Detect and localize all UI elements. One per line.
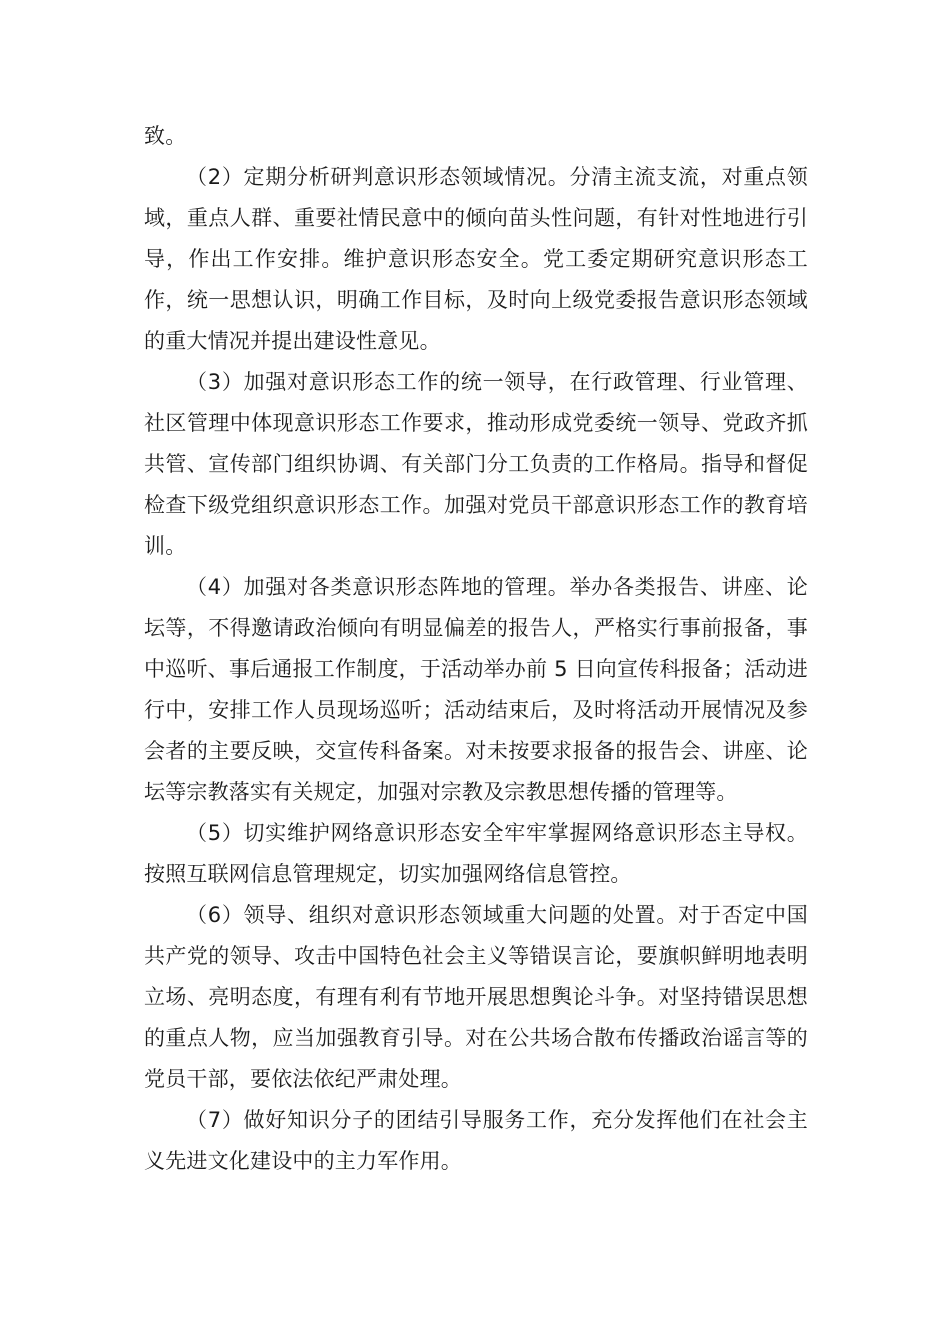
- paragraph-item-4: （4）加强对各类意识形态阵地的管理。举办各类报告、讲座、论坛等，不得邀请政治倾向有明显偏差的报告人，严格实行事前报备，事中巡听、事后通报工作制度，于活动举办前 5 日向宣传科报备；活动进行中，安排工作人员现场巡听；活动结束后，及时将活动开展情况及参会者的主要反映，交宣传科备案。对未按要求报备的报告会、讲座、论坛等宗教落实有关规定，加强对宗教及宗教思想传播的管理等。: [144, 575, 808, 804]
- document-body: [144, 116, 808, 1182]
- paragraph-item-5: （5）切实维护网络意识形态安全牢牢掌握网络意识形态主导权。按照互联网信息管理规定，切实加强网络信息管控。: [144, 821, 808, 886]
- paragraph-continuation: 致。: [144, 124, 187, 148]
- paragraph-item-6: （6）领导、组织对意识形态领域重大问题的处置。对于否定中国共产党的领导、攻击中国特色社会主义等错误言论，要旗帜鲜明地表明立场、亮明态度，有理有利有节地开展思想舆论斗争。对坚持错误思想的重点人物，应当加强教育引导。对在公共场合散布传播政治谣言等的党员干部，要依法依纪严肃处理。: [144, 903, 808, 1091]
- paragraph-item-3: （3）加强对意识形态工作的统一领导，在行政管理、行业管理、社区管理中体现意识形态工作要求，推动形成党委统一领导、党政齐抓共管、宣传部门组织协调、有关部门分工负责的工作格局。指导和督促检查下级党组织意识形态工作。加强对党员干部意识形态工作的教育培训。: [144, 370, 808, 558]
- paragraph-item-7: （7）做好知识分子的团结引导服务工作，充分发挥他们在社会主义先进文化建设中的主力军作用。: [144, 1108, 808, 1173]
- paragraph-item-2: （2）定期分析研判意识形态领域情况。分清主流支流，对重点领域，重点人群、重要社情民意中的倾向苗头性问题，有针对性地进行引导，作出工作安排。维护意识形态安全。党工委定期研究意识形态工作，统一思想认识，明确工作目标，及时向上级党委报告意识形态领域的重大情况并提出建设性意见。: [144, 165, 808, 353]
